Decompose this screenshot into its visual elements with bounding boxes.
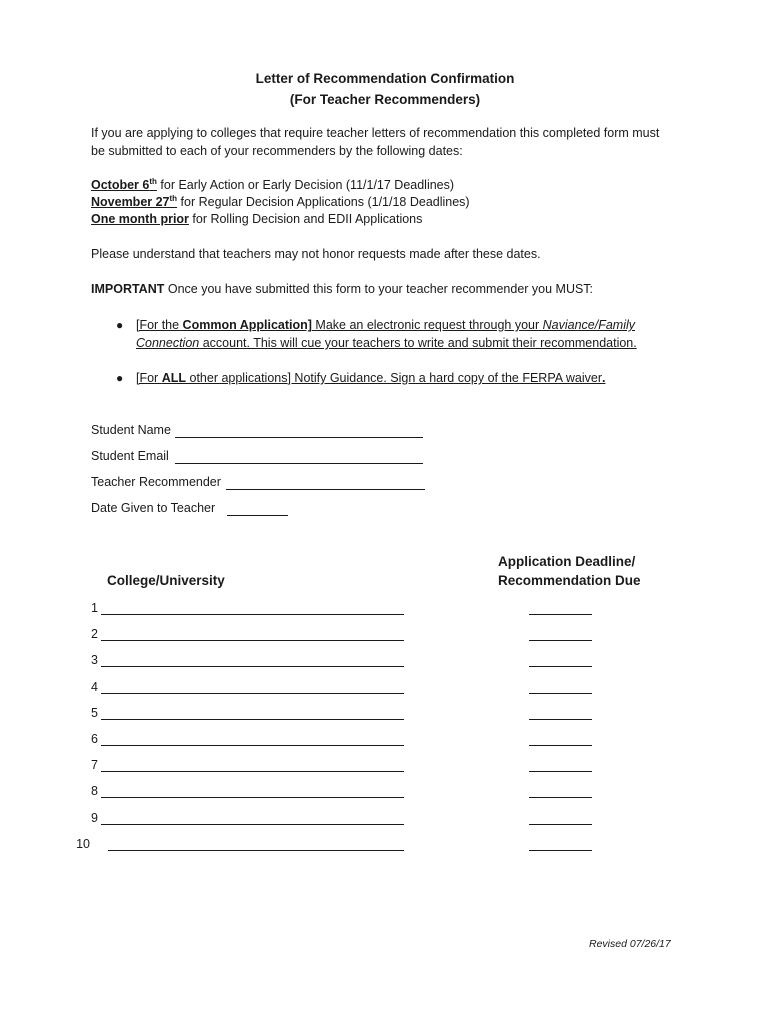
understand-note: Please understand that teachers may not honor requests made after these dates. [91,247,541,261]
deadline-field[interactable] [529,771,592,772]
date-item-1 [91,178,454,192]
date-item-2 [91,195,470,209]
college-field[interactable] [101,614,404,615]
row-number: 8 [91,784,98,799]
date-text: for Early Action or Early Decision (11/1/17 Deadlines) [156,178,455,192]
bullet-1-line-1: [For the Common Application] Make an electronic request through your Naviance/Family [136,318,636,332]
row-number: 5 [91,705,98,720]
college-field[interactable] [108,850,404,851]
college-field[interactable] [101,771,404,772]
date-text: for Rolling Decision and EDII Applications [188,212,423,226]
bullet-dot: ● [116,318,124,332]
bullet-1-line-2: Connection account. This will cue your teachers to write and submit their recommendation. [136,336,637,350]
document-subtitle: (For Teacher Recommenders) [289,92,481,107]
deadline-field[interactable] [529,850,592,851]
row-number: 7 [91,758,98,773]
important-note [91,282,593,296]
deadline-field[interactable] [529,614,592,615]
deadline-field[interactable] [529,797,592,798]
deadline-field[interactable] [529,745,592,746]
row-number: 3 [91,653,98,668]
student-name-field[interactable] [175,437,423,438]
teacher-recommender-field[interactable] [226,489,425,490]
student-name-label: Student Name [91,423,171,437]
college-field[interactable] [101,666,404,667]
teacher-recommender-label: Teacher Recommender [91,475,221,489]
row-number: 6 [91,732,98,746]
intro-line-2: be submitted to each of your recommenders by the following dates: [91,144,463,158]
date-given-label: Date Given to Teacher [91,501,216,515]
date-given-field[interactable] [227,515,288,516]
intro-line-1: If you are applying to colleges that require teacher letters of recommendation this completed form must [91,126,660,140]
important-text: Once you have submitted this form to your teacher recommender you MUST: [164,282,594,296]
college-header: College/University [107,573,225,588]
college-field[interactable] [101,824,404,825]
deadline-field[interactable] [529,640,592,641]
college-field[interactable] [101,640,404,641]
row-number: 2 [91,627,98,642]
date-item-3 [91,212,422,226]
row-number: 1 [91,601,98,615]
college-field[interactable] [101,719,404,720]
bullet-dot: ● [116,371,124,385]
deadline-field[interactable] [529,719,592,720]
date-label: October 6th [91,176,157,192]
student-email-label: Student Email [91,449,169,463]
deadline-field[interactable] [529,693,592,694]
college-field[interactable] [101,693,404,694]
important-label: IMPORTANT [91,282,165,296]
deadline-field[interactable] [529,824,592,825]
student-email-field[interactable] [175,463,423,464]
college-field[interactable] [101,745,404,746]
date-label: November 27th [91,193,178,209]
row-number: 10 [76,836,90,851]
deadline-header-line-1: Application Deadline/ [498,554,636,569]
row-number: 4 [91,679,98,694]
row-number: 9 [91,810,98,825]
deadline-header-line-2: Recommendation Due [498,573,641,588]
college-field[interactable] [101,797,404,798]
revised-date: Revised 07/26/17 [589,938,671,950]
bullet-2: [For ALL other applications] Notify Guidance. Sign a hard copy of the FERPA waiver. [136,371,606,385]
deadline-field[interactable] [529,666,592,667]
date-text: for Regular Decision Applications (1/1/18 Deadlines) [177,195,470,209]
date-label: One month prior [91,212,189,226]
document-title: Letter of Recommendation Confirmation [255,71,515,86]
